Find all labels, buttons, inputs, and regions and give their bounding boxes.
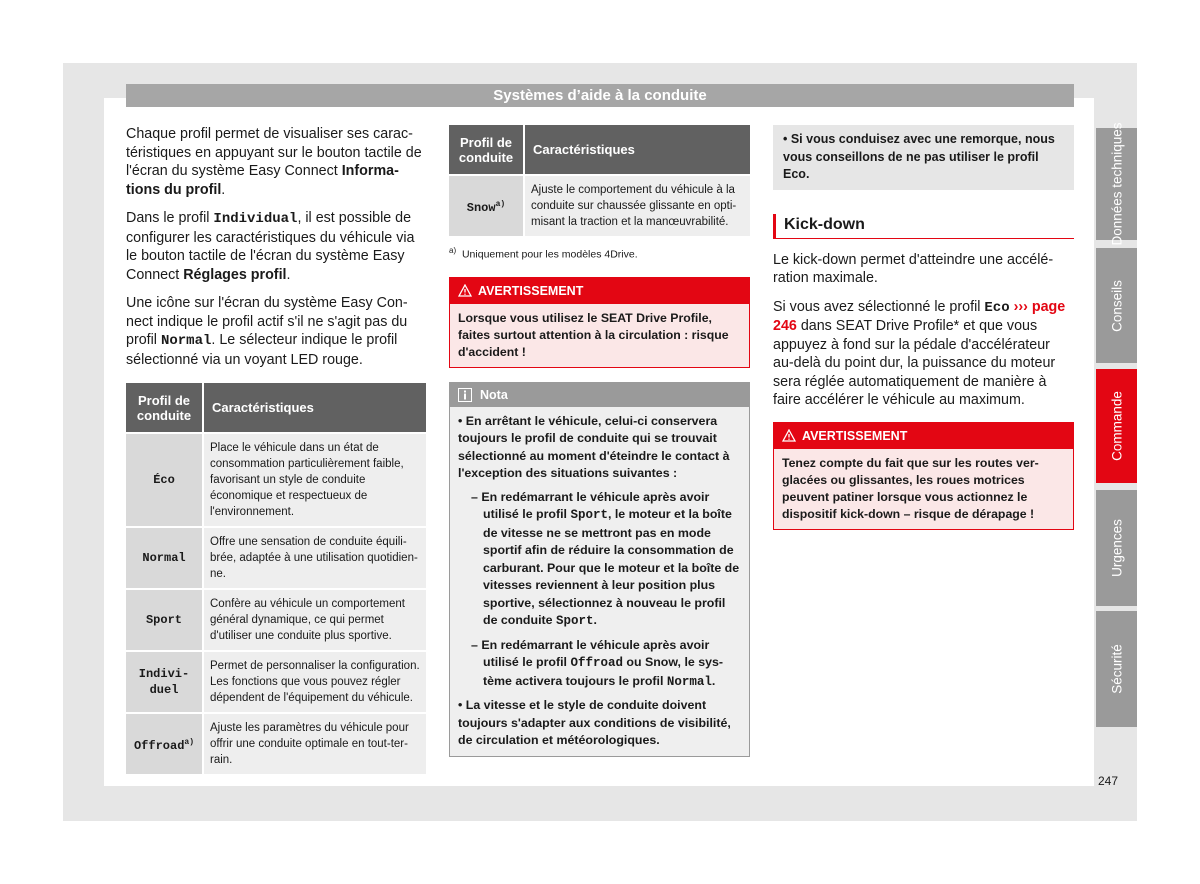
- paragraph-profile-info: Chaque profil permet de visualiser ses caractéristiques en appuyant sur le bouton tactile de l'écran du système Easy Connect Informations du profil.: [126, 126, 422, 198]
- snow-table: Profil de conduite Caractéristiques Snow$^{a)}$ Ajuste le comportement du véhicule à la conduite sur chaussée glissante en optimisant la traction et la manœuvrabilité.: [449, 125, 750, 236]
- warning-text: Lorsque vous utilisez le SEAT Drive Profile, faites surtout attention à la circulation : risque d'accident !: [450, 304, 749, 367]
- note-bullet: • En arrêtant le véhicule, celui-ci conservera toujours le profil de conduite qui se trouvait sélectionné au moment d'éteindre le contact à l'exception des situations suivantes :: [458, 413, 730, 480]
- tab-conseils[interactable]: Conseils: [1096, 248, 1137, 363]
- table-footnote: $^{a)}$ Uniquement pour les modèles 4Drive.: [449, 246, 638, 261]
- table-row: Éco Place le véhicule dans un état de consommation particulièrement faible, favorisant un style de conduite économique et respectueux de l'environnement.: [126, 432, 426, 526]
- tab-urgences[interactable]: Urgences: [1096, 490, 1137, 606]
- info-icon: [458, 388, 472, 402]
- chapter-header: Systèmes d’aide à la conduite: [126, 84, 1074, 107]
- column-left: [126, 125, 426, 774]
- table-header-features: Caractéristiques: [204, 383, 426, 432]
- tab-donnees-techniques[interactable]: Données techniques: [1096, 128, 1137, 240]
- warning-triangle-icon: [458, 284, 472, 297]
- note-subitem: – En redémarrant le véhicule après avoir utilisé le profil Offroad ou Snow, le système activera toujours le profil Normal.: [471, 637, 724, 689]
- warning-triangle-icon: [782, 429, 796, 442]
- warning-box: [449, 277, 750, 368]
- warning-title: AVERTISSEMENT: [478, 283, 584, 298]
- paragraph-kickdown: Le kick-down permet d'atteindre une accélération maximale.: [773, 251, 1054, 286]
- paragraph-individual: Dans le profil Individual, il est possible de configurer les caractéristiques du véhicule via le bouton tactile de l'écran du système Easy Connect Réglages profil.: [126, 210, 415, 283]
- tab-securite[interactable]: Sécurité: [1096, 611, 1137, 727]
- section-title: Kick-down: [773, 214, 1074, 239]
- table-row: Individuel Permet de personnaliser la configuration. Les fonctions que vous pouvez régler dépendent de l'équipement du véhicule.: [126, 650, 426, 712]
- note-box: [449, 382, 750, 757]
- table-row: Offroad$^{a)}$ Ajuste les paramètres du véhicule pour offrir une conduite optimale en tout-terrain.: [126, 712, 426, 774]
- table-header-profile: Profil de conduite: [126, 383, 204, 432]
- note-subitem: – En redémarrant le véhicule après avoir utilisé le profil Sport, le moteur et la boîte de vitesse ne se mettront pas en mode sportif afin de réduire la consommation de carburant. Pour que le moteur et la boîte de vitesses reviennent à leur position plus sportive, sélectionnez à nouveau le profil de conduite Sport.: [471, 489, 740, 628]
- warning-text: Tenez compte du fait que sur les routes verglacées ou glissantes, les roues motrices peuvent patiner lorsque vous actionnez le dispositif kick-down – risque de dérapage !: [774, 449, 1073, 529]
- page-number: 247: [1098, 774, 1119, 788]
- warning-box: [773, 422, 1074, 530]
- column-right: [773, 125, 1074, 530]
- profiles-table: [126, 383, 426, 774]
- column-middle: [449, 125, 750, 757]
- note-title: Nota: [480, 387, 508, 402]
- table-row: Sport Confère au véhicule un comportement général dynamique, ce qui permet d'utiliser une conduite plus sportive.: [126, 588, 426, 650]
- page-reference-link[interactable]: ››› page 246: [773, 298, 1066, 334]
- table-row: Normal Offre une sensation de conduite équilibrée, adaptée à une utilisation quotidienne.: [126, 526, 426, 588]
- warning-title: AVERTISSEMENT: [802, 428, 908, 443]
- tab-commande[interactable]: Commande: [1096, 369, 1137, 483]
- paragraph-eco-kickdown: Si vous avez sélectionné le profil Eco ››› page 246 dans SEAT Drive Profile* et que vous appuyez à fond sur la pédale d'accélérateur au-delà du point dur, la puissance du moteur sera réglée automatiquement de manière à faire accélérer le véhicule au maximum.: [773, 298, 1066, 408]
- note-bullet: • La vitesse et le style de conduite doivent toujours s'adapter aux conditions de visibilité, de circulation et météorologiques.: [458, 698, 731, 747]
- trailer-note: • Si vous conduisez avec une remorque, nous vous conseillons de ne pas utiliser le profil Eco.: [773, 125, 1074, 190]
- table-row: Snow$^{a)}$ Ajuste le comportement du véhicule à la conduite sur chaussée glissante en optimisant la traction et la manœuvrabilité.: [449, 174, 750, 236]
- paragraph-icon-indicator: Une icône sur l'écran du système Easy Connect indique le profil actif s'il ne s'agit pas du profil Normal. Le sélecteur indique le profil sélectionné via un voyant LED rouge.: [126, 295, 408, 368]
